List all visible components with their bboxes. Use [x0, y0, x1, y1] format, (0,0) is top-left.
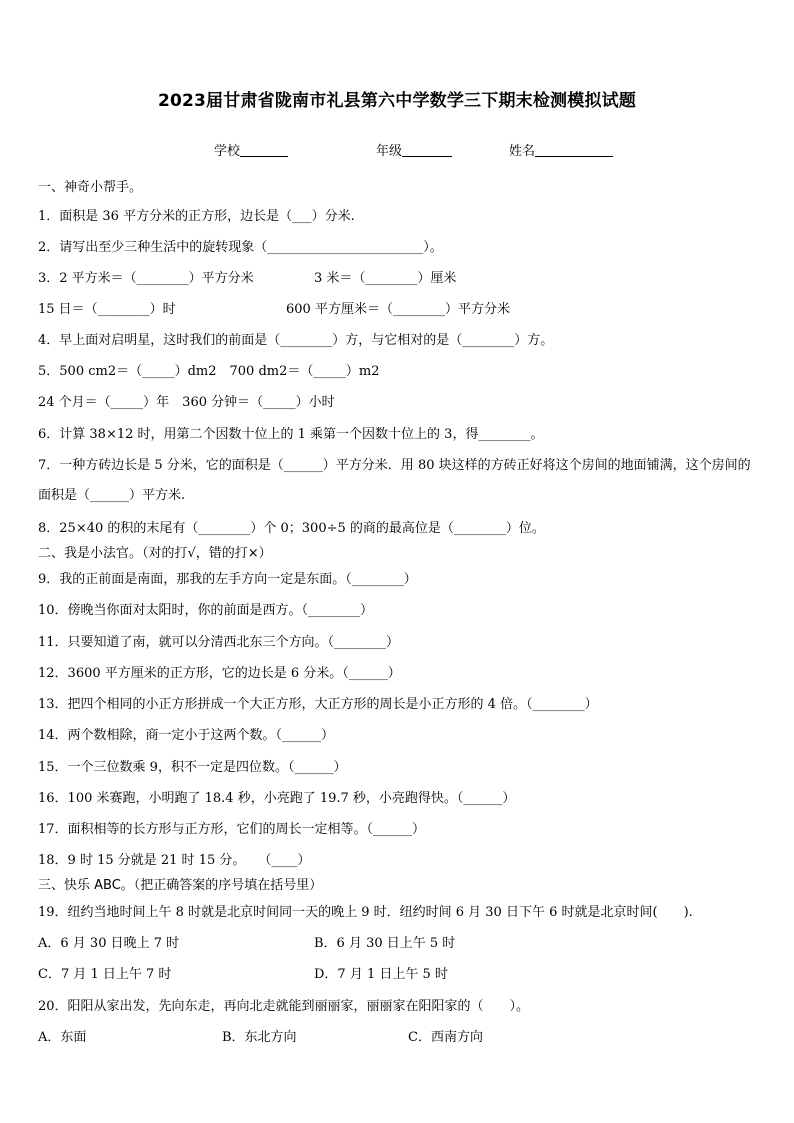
- question-4: 4．早上面对启明星，这时我们的前面是（________）方，与它相对的是（________）方。: [38, 333, 554, 348]
- question-3a: 3．2 平方米＝（________）平方分米: [38, 271, 254, 286]
- grade-label: 年级: [376, 144, 403, 159]
- question-20-option-c: C．西南方向: [408, 1030, 483, 1045]
- question-12: 12．3600 平方厘米的正方形，它的边长是 6 分米。（______）: [38, 666, 401, 681]
- question-1: 1．面积是 36 平方分米的正方形，边长是（___）分米.: [38, 209, 355, 224]
- question-15: 15．一个三位数乘 9，积不一定是四位数。（______）: [38, 760, 347, 775]
- question-5b: 24 个月＝（_____）年 360 分钟＝（_____）小时: [38, 395, 335, 410]
- section-1-heading: 一、神奇小帮手。: [38, 180, 143, 195]
- question-20: 20．阳阳从家出发，先向东走，再向北走就能到丽丽家，丽丽家在阳阳家的（ ）。: [38, 999, 530, 1014]
- question-9: 9．我的正前面是南面，那我的左手方向一定是东面。（________）: [38, 572, 417, 587]
- question-20-option-a: A．东面: [38, 1030, 87, 1045]
- question-7: 7．一种方砖边长是 5 分米，它的面积是（______）平方分米．用 80 块这样的方砖正好将这个房间的地面铺满，这个房间的面积是（______）平方米.: [38, 458, 751, 503]
- question-14: 14．两个数相除，商一定小于这两个数。（______）: [38, 728, 335, 743]
- question-19-option-d: D．7 月 1 日上午 5 时: [314, 967, 448, 982]
- question-19-option-c: C．7 月 1 日上午 7 时: [38, 967, 172, 982]
- name-label: 姓名: [509, 144, 536, 159]
- question-16: 16．100 米赛跑，小明跑了 18.4 秒，小亮跑了 19.7 秒，小亮跑得快。（______）: [38, 791, 516, 806]
- question-20-option-b: B．东北方向: [222, 1030, 297, 1045]
- section-2-heading: 二、我是小法官。（对的打√，错的打×）: [38, 546, 272, 561]
- school-label: 学校: [214, 144, 241, 159]
- question-11: 11．只要知道了南，就可以分清西北东三个方向。（________）: [38, 635, 400, 650]
- section-3-heading: 三、快乐 ABC。（把正确答案的序号填在括号里）: [38, 878, 323, 893]
- grade-field: [376, 140, 452, 159]
- question-8: 8．25×40 的积的末尾有（________）个 0；300÷5 的商的最高位是（________）位。: [38, 521, 545, 536]
- name-field: [509, 140, 613, 159]
- school-blank[interactable]: [240, 143, 288, 157]
- question-19-option-a: A．6 月 30 日晚上 7 时: [38, 936, 180, 951]
- question-3d: 600 平方厘米＝（________）平方分米: [286, 302, 510, 317]
- question-13: 13．把四个相同的小正方形拼成一个大正方形，大正方形的周长是小正方形的 4 倍。（________）: [38, 697, 598, 712]
- question-10: 10．傍晚当你面对太阳时，你的前面是西方。（________）: [38, 603, 374, 618]
- school-field: [214, 140, 288, 159]
- name-blank[interactable]: [535, 143, 613, 157]
- question-2: 2．请写出至少三种生活中的旋转现象（________________________）。: [38, 240, 443, 255]
- question-5a: 5．500 cm2＝（_____）dm2 700 dm2＝（_____）m2: [38, 364, 380, 379]
- question-6: 6．计算 38×12 时，用第二个因数十位上的 1 乘第一个因数十位上的 3，得________。: [38, 427, 544, 442]
- question-19: 19．纽约当地时间上午 8 时就是北京时间同一天的晚上 9 时．纽约时间 6 月 30 日下午 6 时就是北京时间( ).: [38, 905, 693, 920]
- question-3c: 15 日＝（________）时: [38, 302, 176, 317]
- question-19-option-b: B．6 月 30 日上午 5 时: [314, 936, 456, 951]
- question-18: 18．9 时 15 分就是 21 时 15 分。 （____）: [38, 853, 311, 868]
- grade-blank[interactable]: [402, 143, 452, 157]
- question-3b: 3 米＝（________）厘米: [314, 271, 457, 286]
- question-17: 17．面积相等的长方形与正方形，它们的周长一定相等。（______）: [38, 822, 426, 837]
- page-title: 2023届甘肃省陇南市礼县第六中学数学三下期末检测模拟试题: [157, 91, 637, 111]
